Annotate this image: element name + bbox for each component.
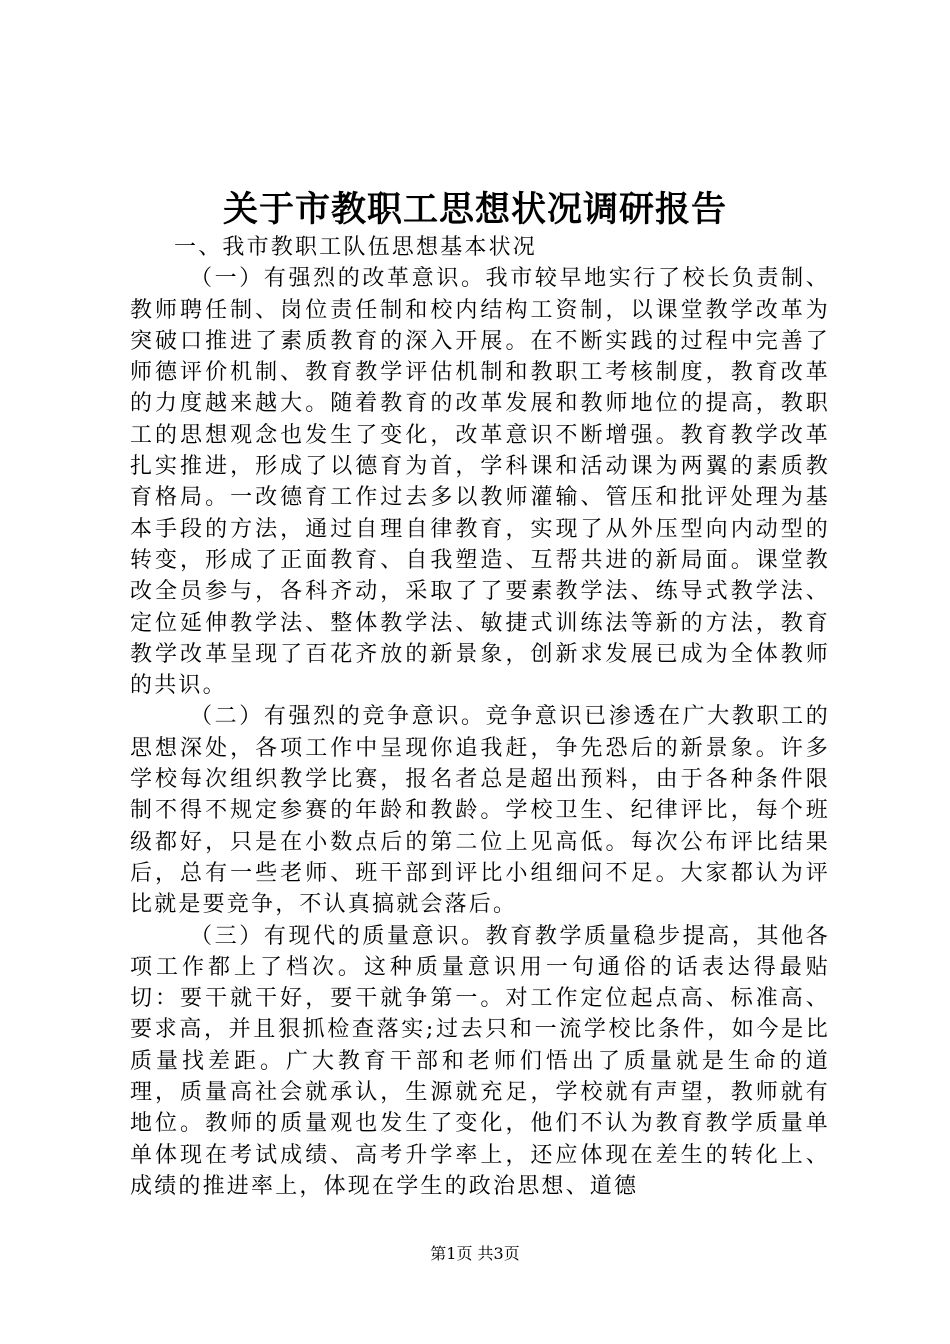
page-number-footer: 第1页 共3页 [430,1244,520,1263]
section-heading: 一、我市教职工队伍思想基本状况 [174,235,538,260]
paragraph-reform-awareness: （一）有强烈的改革意识。我市较早地实行了校长负责制、教师聘任制、岗位责任制和校内结构工资制，以课堂教学改革为突破口推进了素质教育的深入开展。在不断实践的过程中完善了师德评价机制、教育教学评估机制和教职工考核制度，教育改革的力度越来越大。随着教育的改革发展和教师地位的提高，教职工的思想观念也发生了变化，改革意识不断增强。教育教学改革扎实推进，形成了以德育为首，学科课和活动课为两翼的素质教育格局。一改德育工作过去多以教师灌输、管压和批评处理为基本手段的方法，通过自理自律教育，实现了从外压型向内动型的转变，形成了正面教育、自我塑造、互帮共进的新局面。课堂教改全员参与，各科齐动，采取了了要素教学法、练导式教学法、定位延伸教学法、整体教学法、敏捷式训练法等新的方法，教育教学改革呈现了百花齐放的新景象，创新求发展已成为全体教师的共识。 [130,266,830,699]
paragraph-competition-awareness: （二）有强烈的竞争意识。竞争意识已渗透在广大教职工的思想深处，各项工作中呈现你追我赶，争先恐后的新景象。许多学校每次组织教学比赛，报名者总是超出预料，由于各种条件限制不得不规定参赛的年龄和教龄。学校卫生、纪律评比，每个班级都好，只是在小数点后的第二位上见高低。每次公布评比结果后，总有一些老师、班干部到评比小组细问不足。大家都认为评比就是要竞争，不认真搞就会落后。 [130,704,830,918]
document-body [130,232,830,1202]
document-title: 关于市教职工思想状况调研报告 [222,189,727,230]
paragraph-quality-awareness: （三）有现代的质量意识。教育教学质量稳步提高，其他各项工作都上了档次。这种质量意识用一句通俗的话表达得最贴切：要干就干好，要干就争第一。对工作定位起点高、标准高、要求高，并且狠抓检查落实;过去只和一流学校比条件，如今是比质量找差距。广大教育干部和老师们悟出了质量就是生命的道理，质量高社会就承认，生源就充足，学校就有声望，教师就有地位。教师的质量观也发生了变化，他们不认为教育教学质量单单体现在考试成绩、高考升学率上，还应体现在差生的转化上、成绩的推进率上，体现在学生的政治思想、道德 [130,923,830,1199]
